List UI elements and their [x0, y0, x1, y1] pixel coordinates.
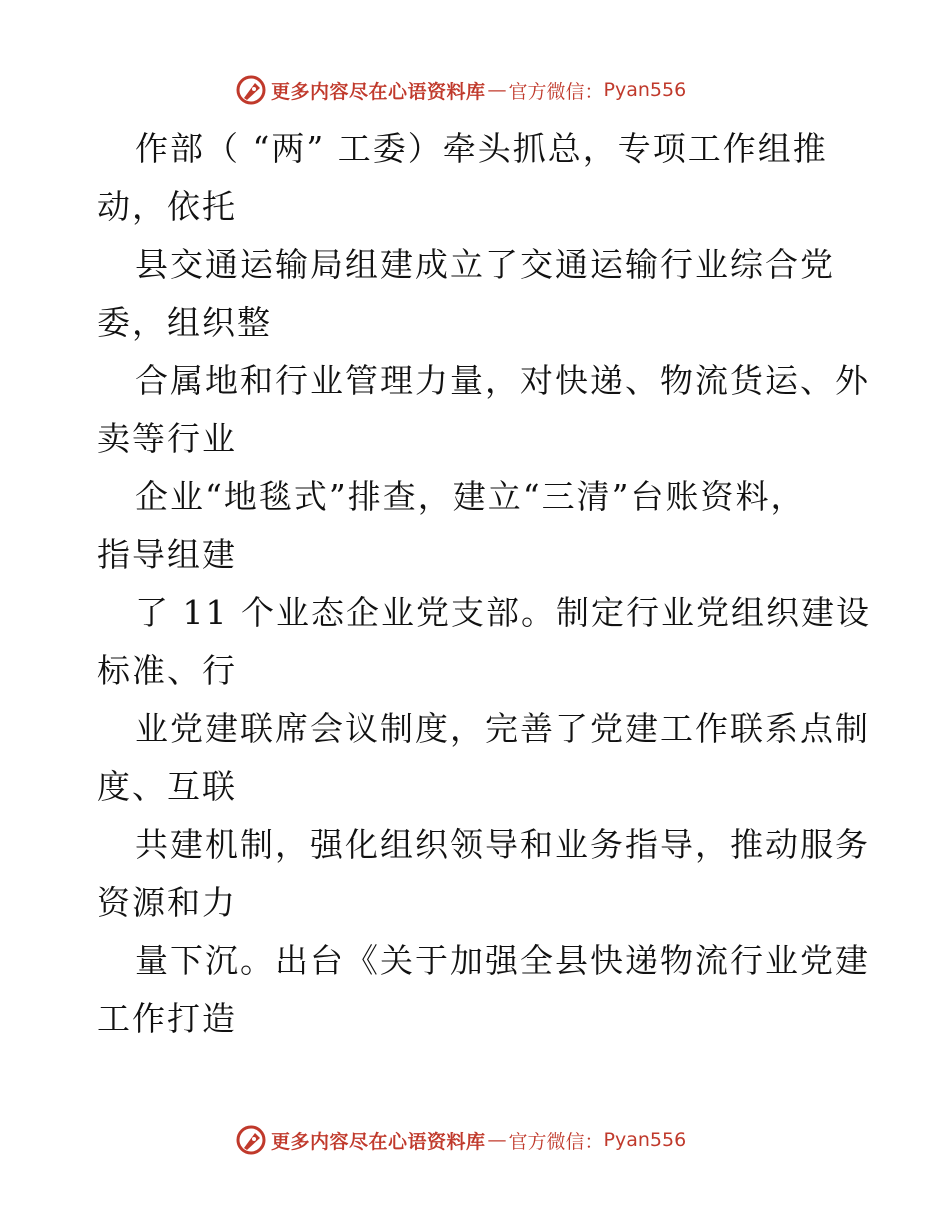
- text-line: 作部（ “两” 工委）牵头抓总，专项工作组推: [135, 129, 828, 168]
- footer-wechat-id: Pyan556: [603, 1129, 687, 1151]
- footer-banner-text: 更多内容尽在心语资料库: [271, 1130, 486, 1153]
- text-line: 企业“地毯式”排查，建立“三清”台账资料，: [135, 477, 806, 516]
- pen-nib-logo-icon: [235, 74, 267, 106]
- text-line: 县交通运输局组建成立了交通运输行业综合党: [135, 245, 835, 284]
- header-banner-text: 更多内容尽在心语资料库: [271, 80, 486, 103]
- header-banner-separator: —: [487, 79, 507, 101]
- text-line: 卖等行业: [97, 419, 237, 458]
- text-line: 了 11 个业态企业党支部。制定行业党组织建设: [135, 593, 871, 632]
- text-line: 工作打造: [97, 999, 237, 1038]
- text-line: 合属地和行业管理力量，对快递、物流货运、外: [135, 361, 870, 400]
- pen-nib-logo-icon: [235, 1124, 267, 1156]
- text-line: 动，依托: [97, 187, 237, 226]
- text-line: 度、互联: [97, 767, 237, 806]
- document-body: [97, 120, 871, 1048]
- text-line: 共建机制，强化组织领导和业务指导，推动服务: [135, 825, 870, 864]
- text-line: 量下沉。出台《关于加强全县快递物流行业党建: [135, 941, 870, 980]
- text-line: 委，组织整: [97, 303, 272, 342]
- text-line: 标准、行: [97, 651, 237, 690]
- header-banner: [235, 73, 686, 107]
- text-line: 指导组建: [97, 535, 237, 574]
- text-line: 资源和力: [97, 883, 237, 922]
- footer-wechat-label: 官方微信：: [508, 1130, 604, 1153]
- header-wechat-id: Pyan556: [603, 79, 687, 101]
- footer-banner: [235, 1123, 686, 1157]
- header-wechat-label: 官方微信：: [508, 80, 604, 103]
- text-line: 业党建联席会议制度，完善了党建工作联系点制: [135, 709, 870, 748]
- footer-banner-separator: —: [487, 1129, 507, 1151]
